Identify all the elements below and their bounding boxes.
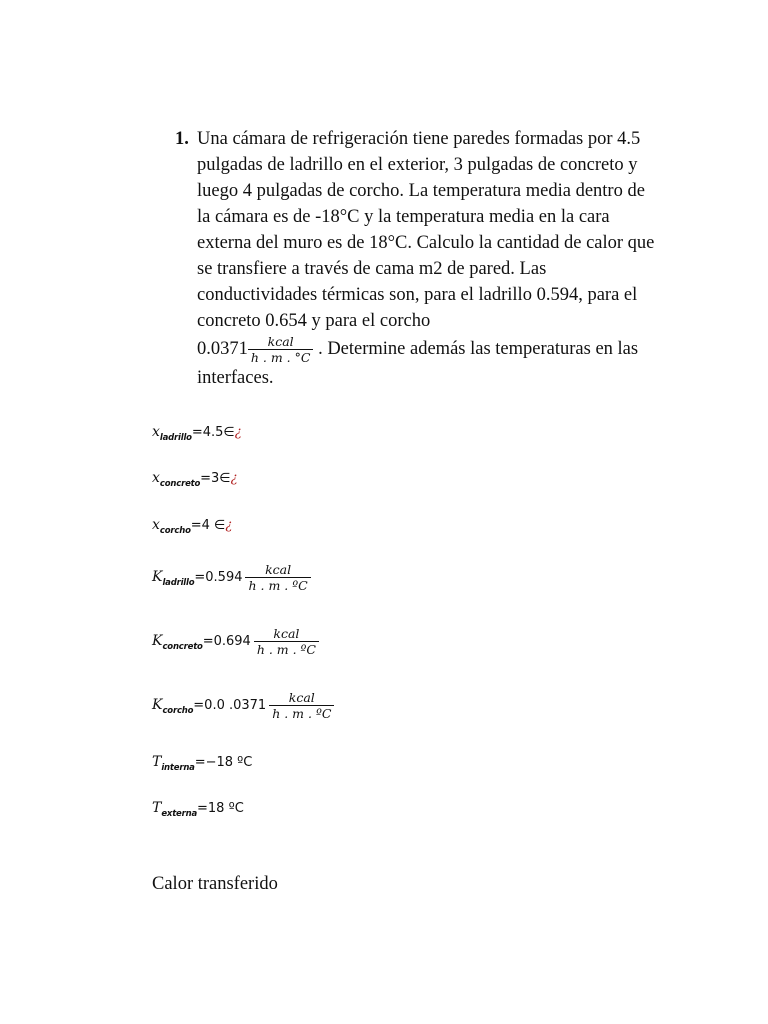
eq-sub: concreto <box>162 642 203 652</box>
eq-var: T <box>152 754 162 770</box>
problem-text-part1: Una cámara de refrigeración tiene paredes formadas por 4.5 pulgadas de ladrillo en el exterior, 3 pulgadas de concreto y luego 4 pulgadas de corcho. La temperatura media dentro de la cámara es de -18°C y la temperatura media en la cara externa del muro es de 18°C. Calculo la cantidad de calor que se transfiere a través de cama m2 de pared. Las conductividades térmicas son, para el ladrillo 0.594, para el concreto 0.654 y para el corcho <box>197 129 655 331</box>
equation-x-ladrillo <box>152 424 242 443</box>
eq-rhs: =0.0 .0371 <box>193 698 267 713</box>
equation-t-interna <box>152 754 252 773</box>
eq-sub: corcho <box>162 706 194 716</box>
eq-fraction <box>269 690 334 721</box>
eq-var: K <box>152 633 163 649</box>
eq-fraction <box>245 562 310 593</box>
eq-rhs: =4.5∈ <box>191 425 235 440</box>
eq-var: T <box>152 800 162 816</box>
unit-numerator: kcal <box>248 334 314 350</box>
eq-mark: ¿ <box>234 425 242 440</box>
eq-rhs: =4 ∈ <box>190 518 226 533</box>
eq-sub: interna <box>161 763 195 773</box>
eq-sub: ladrillo <box>162 578 195 588</box>
eq-rhs: =0.694 <box>202 634 251 649</box>
eq-rhs: =0.594 <box>194 570 243 585</box>
equation-k-corcho <box>152 690 334 721</box>
eq-rhs: =18 ºC <box>197 801 244 816</box>
eq-fraction <box>254 626 319 657</box>
equation-t-externa <box>152 800 244 819</box>
eq-sub: ladrillo <box>159 433 192 443</box>
eq-var: K <box>152 569 163 585</box>
unit-fraction <box>248 334 314 365</box>
equation-k-ladrillo <box>152 562 311 593</box>
fraction-denominator: h . m . ºC <box>248 578 308 593</box>
eq-var: x <box>152 470 160 486</box>
problem-statement <box>175 126 655 391</box>
eq-var: x <box>152 424 160 440</box>
conductivity-value: 0.0371 <box>197 338 248 359</box>
eq-sub: externa <box>161 809 197 819</box>
eq-mark: ¿ <box>230 471 238 486</box>
eq-sub: concreto <box>159 479 201 489</box>
eq-var: K <box>152 697 163 713</box>
fraction-denominator: h . m . ºC <box>256 642 316 657</box>
problem-number: 1. <box>175 129 189 149</box>
eq-mark: ¿ <box>225 518 233 533</box>
fraction-numerator: kcal <box>269 690 334 706</box>
eq-sub: corcho <box>159 526 191 536</box>
equation-k-concreto <box>152 626 319 657</box>
fraction-numerator: kcal <box>245 562 310 578</box>
unit-denominator: h . m . °C <box>250 350 311 365</box>
fraction-denominator: h . m . ºC <box>272 706 332 721</box>
section-heading: Calor transferido <box>152 874 278 894</box>
problem-text-part2: . Determine además las temperaturas en las interfaces. <box>197 338 639 388</box>
equation-x-concreto <box>152 470 238 489</box>
eq-rhs: =3∈ <box>200 471 231 486</box>
problem-text <box>197 126 655 391</box>
eq-var: x <box>152 517 160 533</box>
eq-rhs: =−18 ºC <box>194 755 253 770</box>
equation-x-corcho <box>152 517 232 536</box>
fraction-numerator: kcal <box>254 626 319 642</box>
